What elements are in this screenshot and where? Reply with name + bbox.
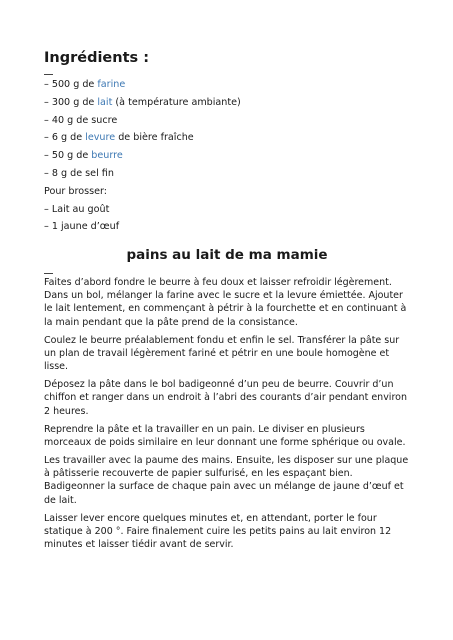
ingredients-list [44, 76, 241, 236]
ingredient-link-lait[interactable]: lait [97, 96, 113, 108]
ingredients-divider [44, 74, 53, 75]
step-paragraph: Reprendre la pâte et la travailler en un pain. Le diviser en plusieurs morceaux de poids similaire en leur donnant une forme sphérique ou ovale. [44, 423, 406, 448]
ingredient-link-levure[interactable]: levure [85, 132, 116, 144]
step-paragraph: Faites d’abord fondre le beurre à feu doux et laisser refroidir légèrement. Dans un bol, mélanger la farine avec le sucre et la levure émiettée. Ajouter le lait lentement, en commençant à pétrir à la fourchette et en continuant à la main pendant que la pâte prend de la consistance. [44, 277, 407, 328]
ingredient-item: – 500 g de farine [44, 79, 126, 90]
step-paragraph: Coulez le beurre préalablement fondu et enfin le sel. Transférer la pâte sur un plan de travail légèrement fariné et pétrir en une boule homogène et lisse. [44, 334, 400, 373]
step-paragraph: Les travailler avec la paume des mains. Ensuite, les disposer sur une plaque à pâtisserie recouverte de papier sulfurisé, en les espaçant bien. Badigeonner la surface de chaque pain avec un mélange de jaune d’œuf et de lait. [44, 455, 409, 506]
ingredients-heading: Ingrédients : [44, 50, 149, 66]
ingredient-item: – Lait au goût [44, 203, 110, 215]
ingredient-item: – 40 g de sucre [44, 114, 118, 126]
ingredient-item: – 1 jaune d’œuf [44, 221, 120, 233]
ingredient-link-farine[interactable]: farine [97, 79, 126, 90]
ingredient-item: – 8 g de sel fin [44, 167, 114, 179]
ingredient-item: – 300 g de lait (à température ambiante) [44, 96, 241, 108]
step-paragraph: Déposez la pâte dans le bol badigeonné d’un peu de beurre. Couvrir d’un chiffon et ranger dans un endroit à l’abri des courants d’air pendant environ 2 heures. [44, 379, 407, 417]
step-paragraph: Laisser lever encore quelques minutes et, en attendant, porter le four statique à 200 °. Faire finalement cuire les petits pains au lait environ 12 minutes et laisser tiédir avant de servir. [44, 512, 392, 551]
ingredient-item: – 6 g de levure de bière fraîche [44, 132, 194, 144]
ingredient-subheading: Pour brosser: [44, 185, 107, 197]
ingredient-item: – 50 g de beurre [44, 150, 123, 162]
recipe-title: pains au lait de ma mamie [126, 247, 328, 263]
recipe-divider [44, 273, 53, 274]
recipe-steps [44, 276, 410, 556]
ingredient-link-beurre[interactable]: beurre [91, 150, 123, 162]
